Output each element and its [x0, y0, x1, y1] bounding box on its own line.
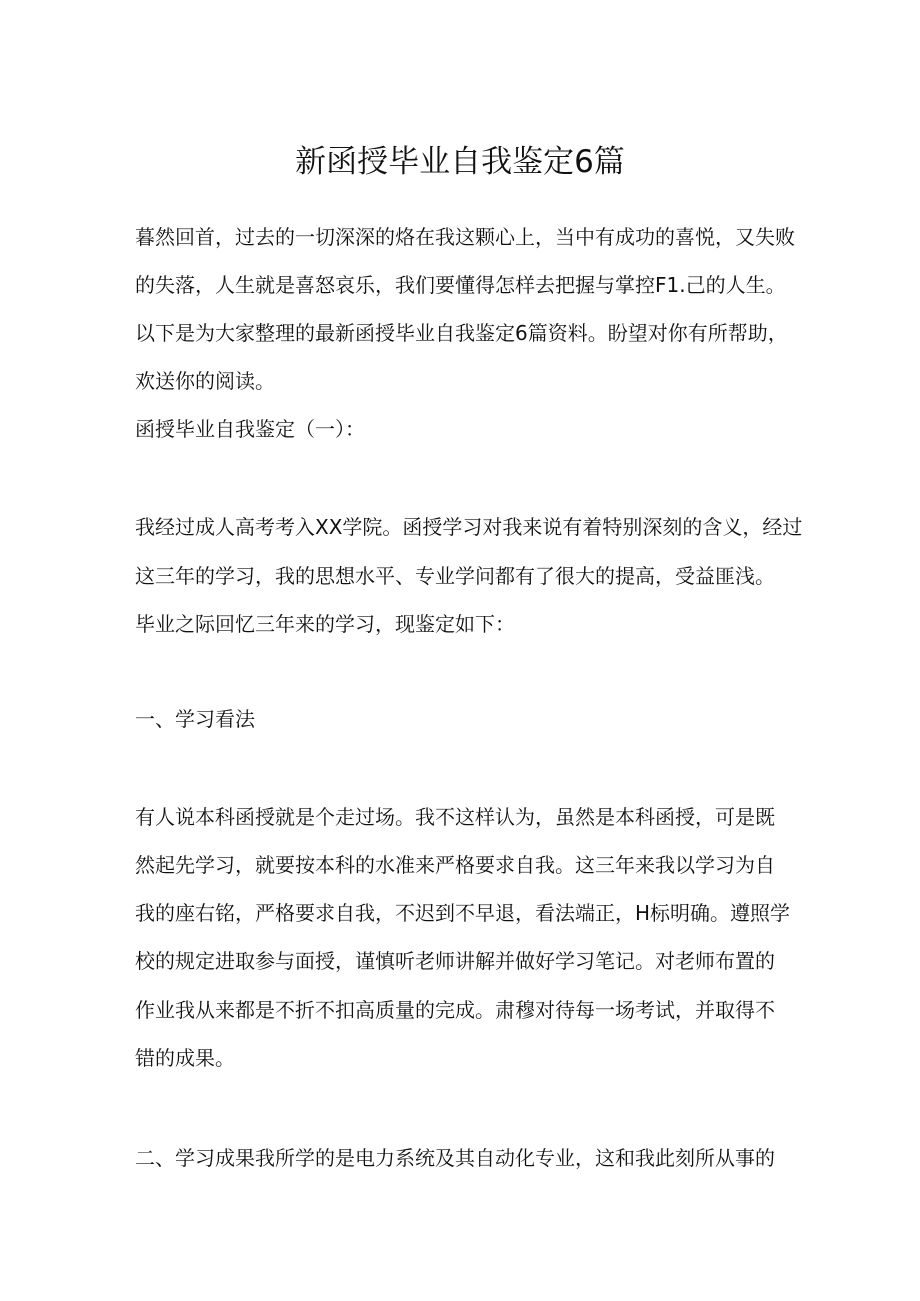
para3-line-1: 二、学习成果我所学的是电力系统及其自动化专业，这和我此刻所从事的: [135, 1146, 775, 1170]
intro-line-3: 以下是为大家整理的最新函授毕业自我鉴定6篇资料。盼望对你有所帮助，: [135, 321, 788, 345]
para2-line-4: 校的规定进取参与面授，谨慎听老师讲解并做好学习笔记。对老师布置的: [135, 949, 775, 973]
para2-line-3: 我的座右铭，严格要求自我，不迟到不早退，看法端正，H标明确。遵照学: [135, 901, 791, 925]
document-title: 新函授毕业自我鉴定6篇: [295, 144, 625, 180]
para2-line-1: 有人说本科函授就是个走过场。我不这样认为，虽然是本科函授，可是既: [135, 805, 775, 829]
subheading-one: 一、学习看法: [135, 707, 255, 731]
section-one-heading: 函授毕业自我鉴定（一）：: [135, 417, 365, 441]
para1-line-3: 毕业之际回忆三年来的学习，现鉴定如下：: [135, 612, 515, 636]
para2-line-6: 错的成果。: [135, 1046, 235, 1070]
para1-line-1: 我经过成人高考考入XX学院。函授学习对我来说有着特别深刻的含义，经过: [135, 515, 803, 539]
para2-line-2: 然起先学习，就要按本科的水准来严格要求自我。这三年来我以学习为自: [135, 853, 775, 877]
intro-line-2: 的失落，人生就是喜怒哀乐，我们要懂得怎样去把握与掌控F1.己的人生。: [135, 273, 786, 297]
para1-line-2: 这三年的学习，我的思想水平、专业学问都有了很大的提高，受益匪浅。: [135, 564, 775, 588]
intro-line-4: 欢送你的阅读。: [135, 369, 275, 393]
para2-line-5: 作业我从来都是不折不扣高质量的完成。肃穆对待每一场考试，并取得不: [135, 998, 775, 1022]
intro-line-1: 暮然回首，过去的一切深深的烙在我这颗心上，当中有成功的喜悦，又失败: [135, 225, 795, 249]
